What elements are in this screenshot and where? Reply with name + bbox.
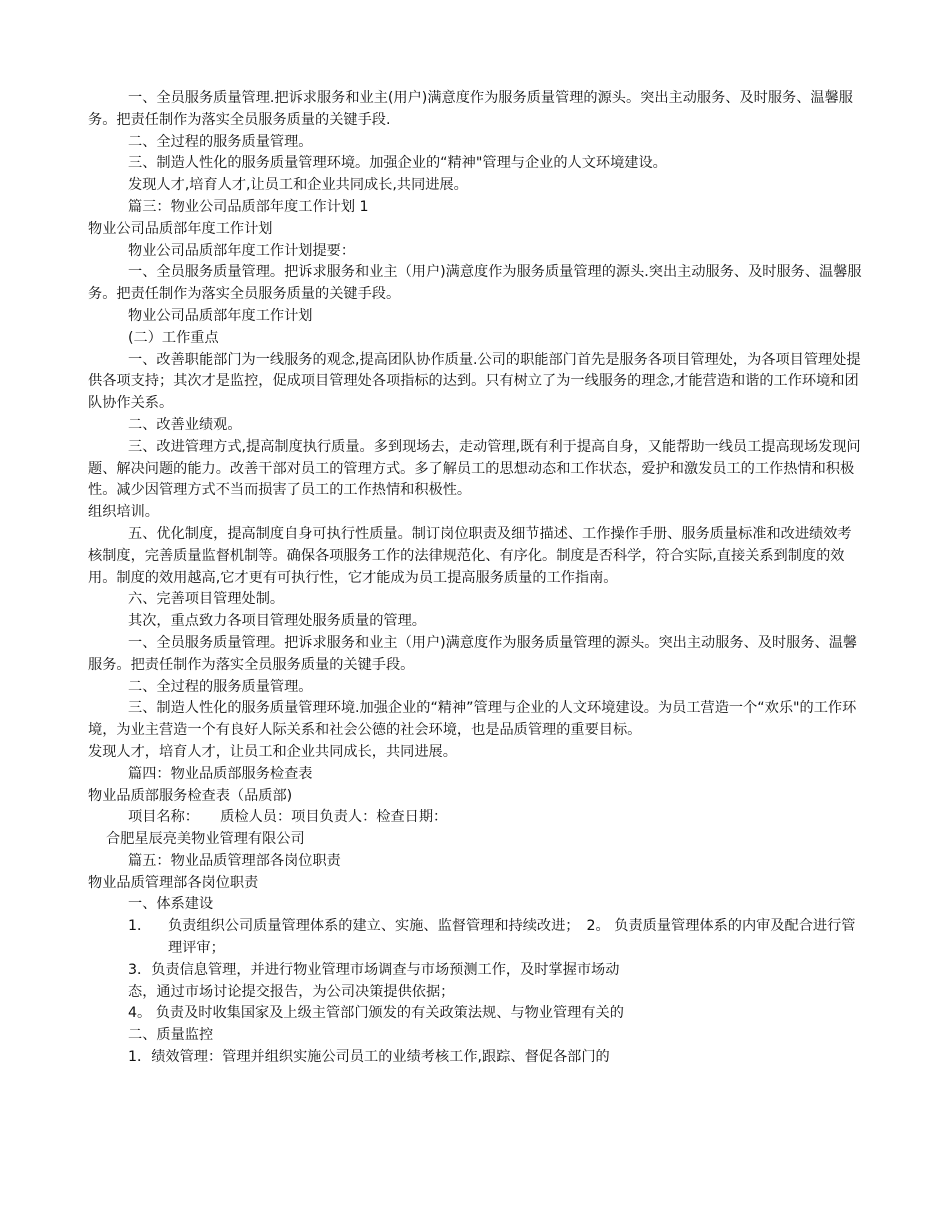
- document-page: [88, 88, 863, 1069]
- paragraph-whole-process-2: 二、全过程的服务质量管理。: [128, 678, 313, 695]
- list-item-duty-1: [88, 916, 863, 960]
- paragraph-project-office: 六、完善项目管理处制。: [128, 591, 285, 608]
- list-item-duty-3-cont: 态，通过市场讨论提交报告，为公司决策提供依据；: [128, 983, 455, 1000]
- list-item-performance: 1．绩效管理：管理并组织实施公司员工的业绩考核工作,跟踪、督促各部门的: [128, 1049, 610, 1066]
- paragraph-training: 组织培训。: [88, 504, 159, 521]
- paragraph-whole-process-1: 二、全过程的服务质量管理。: [128, 133, 313, 150]
- paragraph-service-quality-1: 一、全员服务质量管理.把诉求服务和业主(用户)满意度作为服务质量管理的源头。突出主动服务、及时服务、温馨服务。把责任制作为落实全员服务质量的关键手段.: [88, 90, 853, 128]
- doc-title-duties: 物业品质管理部各岗位职责: [88, 874, 259, 891]
- paragraph-service-quality-3: 一、全员服务质量管理。把诉求服务和业主（用户)满意度作为服务质量管理的源头。突出主动服务、及时服务、温馨服务。把责任制作为落实全员服务质量的关键手段。: [88, 634, 858, 673]
- paragraph-management-method: 三、改进管理方式,提高制度执行质量。多到现场去，走动管理,既有利于提高自身，又能帮助一线员工提高现场发现问题、解决问题的能力。改善干部对员工的管理方式。多了解员工的思想动态和工作状态，爱护和激发员工的工作热情和积极性。减少因管理方式不当而损害了员工的工作热情和积极性。: [88, 438, 861, 499]
- paragraph-plan-summary: 物业公司品质部年度工作计划提要：: [128, 242, 356, 259]
- paragraph-humanized-env-2: 三、制造人性化的服务质量管理环境.加强企业的“精神”管理与企业的人文环境建设。为员工营造一个“欢乐"的工作环境，为业主营造一个有良好人际关系和社会公德的社会环境，也是品质管理的重要目标。: [88, 700, 857, 739]
- paragraph-optimize-system: 五、优化制度，提高制度自身可执行性质量。制订岗位职责及细节描述、工作操作手册、服务质量标准和改进绩效考核制度，完善质量监督机制等。确保各项服务工作的法律规范化、有序化。制度是否科学，符合实际,直接关系到制度的效用。制度的效用越高,它才更有可执行性，它才能成为员工提高服务质量的工作指南。: [88, 525, 852, 586]
- section-heading-part4: 篇四：物业品质部服务检查表: [128, 765, 313, 782]
- paragraph-plan-title-repeat: 物业公司品质部年度工作计划: [128, 307, 313, 324]
- paragraph-service-quality-2: 一、全员服务质量管理。把诉求服务和业主（用户)满意度作为服务质量管理的源头.突出主动服务、及时服务、温馨服务。把责任制作为落实全员服务质量的关键手段。: [88, 264, 862, 303]
- paragraph-humanized-env-1: 三、制造人性化的服务质量管理环境。加强企业的“精神"管理与企业的人文环境建设。: [128, 155, 667, 172]
- subheading-work-focus: (二）工作重点: [128, 329, 219, 346]
- list-item-text: 负责组织公司质量管理体系的建立、实施、监督管理和持续改进； 2。 负责质量管理体系的内审及配合进行管理评审；: [168, 918, 856, 957]
- company-name: 合肥星辰亮美物业管理有限公司: [106, 831, 305, 848]
- checklist-fields-line: 项目名称： 质检人员：项目负责人：检查日期：: [128, 809, 448, 826]
- doc-title-annual-plan: 物业公司品质部年度工作计划: [88, 220, 273, 237]
- paragraph-talent-1: 发现人才,培育人才,让员工和企业共同成长,共同进展。: [128, 177, 468, 194]
- paragraph-performance-view: 二、改善业绩观。: [128, 416, 242, 433]
- doc-title-checklist: 物业品质部服务检查表（品质部): [88, 787, 293, 804]
- section-heading-part5: 篇五：物业品质管理部各岗位职责: [128, 852, 341, 869]
- subheading-system-building: 一、体系建设: [128, 896, 214, 913]
- list-item-number: 1．: [128, 918, 152, 935]
- section-heading-part3: 篇三：物业公司品质部年度工作计划 1: [128, 198, 369, 215]
- list-item-duty-4: 4。 负责及时收集国家及上级主管部门颁发的有关政策法规、与物业管理有关的: [128, 1005, 624, 1022]
- subheading-quality-control: 二、质量监控: [128, 1027, 214, 1044]
- paragraph-improve-concept: 一、改善职能部门为一线服务的观念,提高团队协作质量.公司的职能部门首先是服务各项目管理处，为各项目管理处提供各项支持；其次才是监控，促成项目管理处各项指标的达到。只有树立了为一线服务的理念,才能营造和谐的工作环境和团队协作关系。: [88, 351, 861, 412]
- list-item-duty-3: 3．负责信息管理，并进行物业管理市场调查与市场预测工作，及时掌握市场动: [128, 961, 620, 978]
- paragraph-talent-2: 发现人才，培育人才，让员工和企业共同成长，共同进展。: [88, 743, 457, 760]
- paragraph-focus-project: 其次，重点致力各项目管理处服务质量的管理。: [128, 613, 426, 630]
